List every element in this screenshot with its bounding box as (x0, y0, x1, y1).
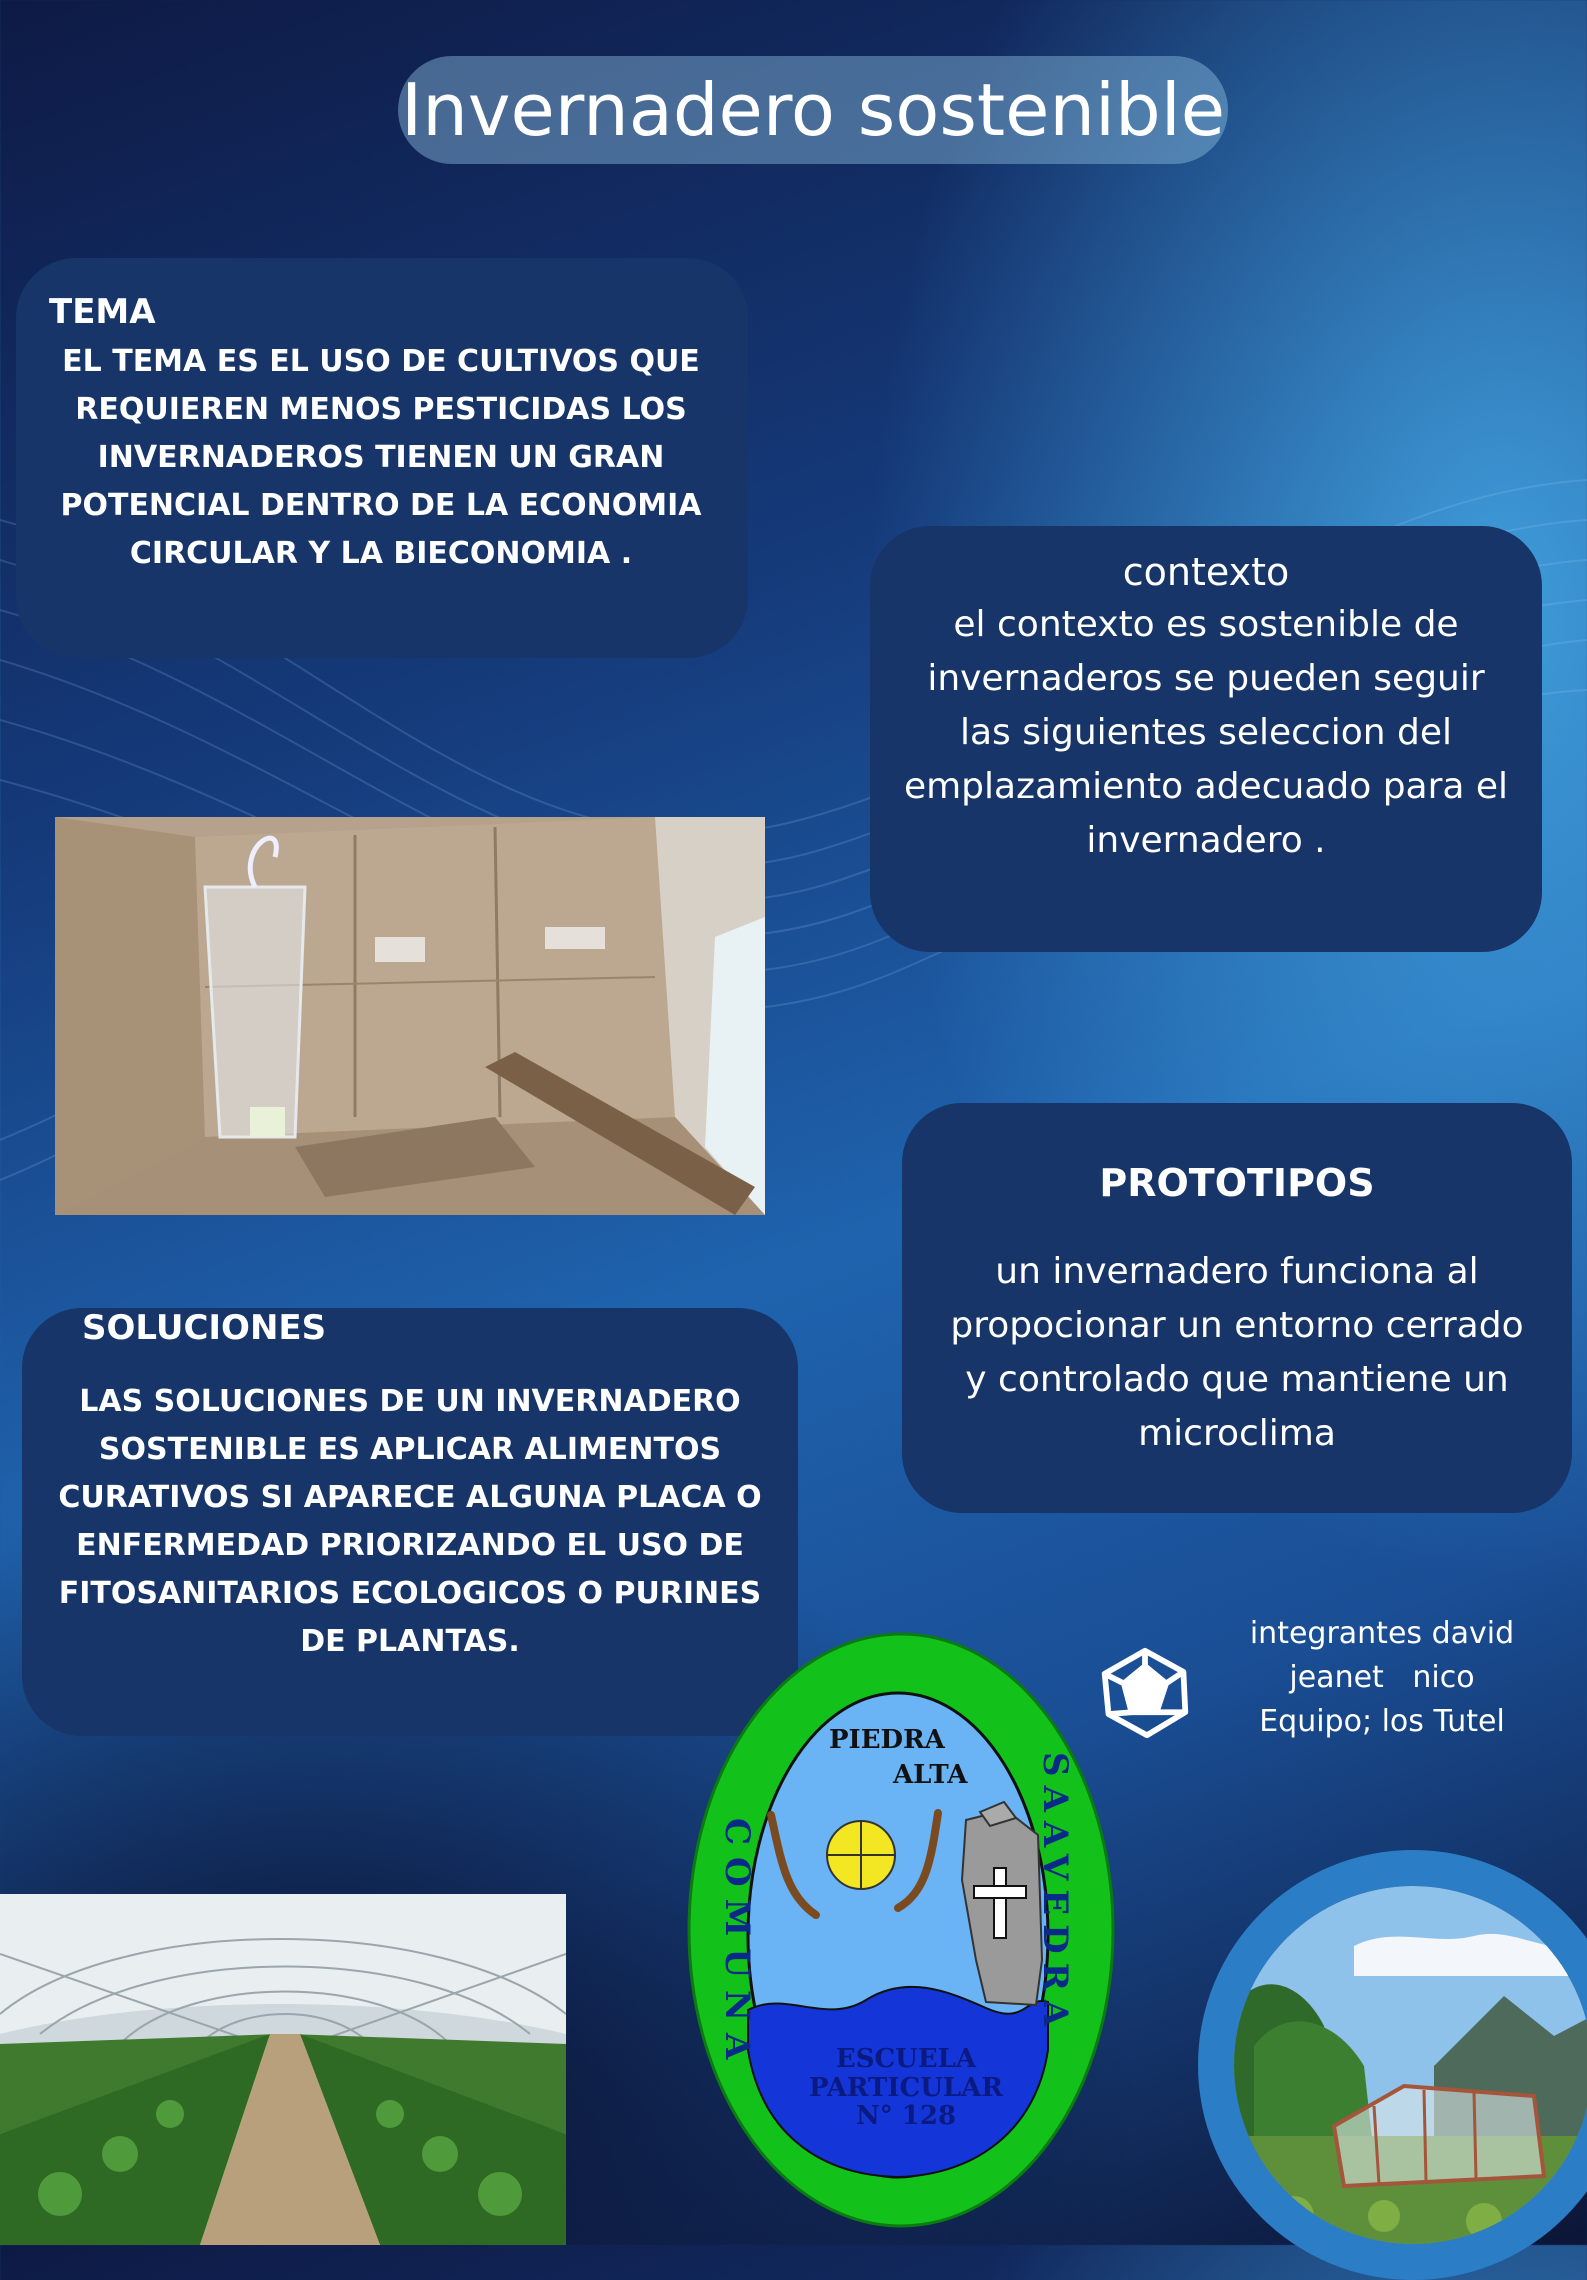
emblem-escuela: ESCUELA (835, 2044, 977, 2074)
contexto-text: el contexto es sostenible de invernaderos se pueden seguir las siguientes seleccion del emplazamiento adecuado para el invernadero . (903, 604, 1509, 861)
tema-heading: TEMA (49, 292, 156, 332)
prototipos-text: un invernadero funciona al propocionar un entorno cerrado y controlado que mantiene un microclima (950, 1251, 1524, 1454)
title-banner (398, 56, 1228, 164)
page-title: Invernadero sostenible (400, 68, 1226, 152)
team-members (1200, 1612, 1564, 1744)
school-emblem (686, 1630, 1116, 2230)
outdoor-greenhouse-photo (1234, 1886, 1587, 2244)
soluciones-text: LAS SOLUCIONES DE UN INVERNADERO SOSTENIBLE ES APLICAR ALIMENTOS CURATIVOS SI APARECE ALGUNA PLACA O ENFERMEDAD PRIORIZANDO EL USO DE FITOSANITARIOS ECOLOGICOS O PURINES DE PLANTAS. (58, 1384, 762, 1659)
tema-text: EL TEMA ES EL USO DE CULTIVOS QUE REQUIEREN MENOS PESTICIDAS LOS INVERNADEROS TIENEN UN GRAN POTENCIAL DENTRO DE LA ECONOMIA CIRCULAR Y LA BIECONOMIA . (60, 344, 702, 571)
emblem-number: N° 128 (855, 2101, 957, 2131)
contexto-heading: contexto (1122, 550, 1290, 594)
prototype-photo (55, 817, 765, 1215)
emblem-saavedra: SAAVEDRA (1035, 1752, 1075, 2036)
emblem-comuna: COMUNA (717, 1818, 757, 2072)
soluciones-heading: SOLUCIONES (82, 1308, 327, 1348)
prototipos-card (902, 1103, 1572, 1513)
emblem-piedra: PIEDRA (829, 1725, 945, 1755)
greenhouse-tunnel-photo (0, 1894, 566, 2245)
tema-card (16, 258, 748, 658)
emblem-particular: PARTICULAR (809, 2073, 1003, 2103)
members-line-1: integrantes david (1249, 1616, 1515, 1651)
members-line-2: jeanet nico (1289, 1660, 1475, 1695)
contexto-card (870, 526, 1542, 952)
emblem-alta: ALTA (893, 1760, 968, 1790)
prototipos-heading: PROTOTIPOS (1099, 1161, 1375, 1205)
soluciones-card (22, 1308, 798, 1736)
members-line-3: Equipo; los Tutel (1259, 1704, 1505, 1739)
